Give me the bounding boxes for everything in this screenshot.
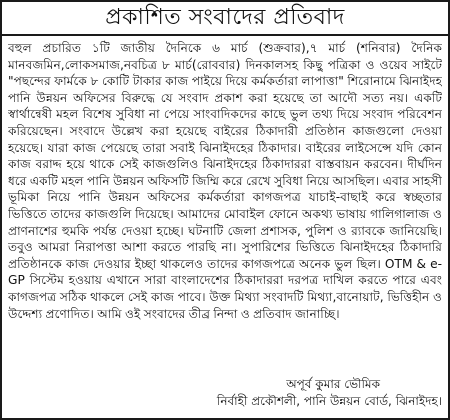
signature-title: নির্বাহী প্রকৌশলী, পানি উন্নয়ন বোর্ড, ঝিনাইদহ। <box>216 394 442 408</box>
title-bar <box>2 2 448 36</box>
signature-name: অপূর্ব কুমার ভৌমিক <box>286 377 380 391</box>
signature-block <box>112 376 442 410</box>
notice-title: প্রকাশিত সংবাদের প্রতিবাদ <box>105 4 345 30</box>
notice-body: বহুল প্রচারিত ১টি জাতীয় দৈনিকে ৬ মার্চ (শুক্রবার),৭ মার্চ (শনিবার) দৈনিক মানবজমিন,লোকসমাজ,নবচিত্র ৮ মার্চ(রোববার) দিনকালসহ কিছু পত্রিকা ও ওয়েব সাইটে "পছন্দের ফার্মকে ৮ কোটি টাকার কাজ পাইয়ে দিয়ে কর্মকর্তারা লাপাত্তা" শিরোনামে ঝিনাইদহ পানি উন্নয়ন অফিসের বিরুদ্ধে যে সংবাদ প্রকাশ করা হয়েছে তা আদৌ সত্য নয়। একটি স্বার্থান্বেষী মহল বিশেষ সুবিধা না পেয়ে সাংবাদিকদের কাছে ভুল তথ্য দিয়ে সংবাদ পরিবেশন করিয়েছেন। সংবাদে উল্লেখ করা হয়েছে বাইরের ঠিকাদারী প্রতিষ্ঠান কাজগুলো দেওয়া হয়েছে। যারা কাজ পেয়েছে তারা সবাই ঝিনাইদহের ঠিকাদার। বাইরের লাইসেন্সে যদি কোন কাজ বরাদ্দ হয়ে থাকে সেই কাজগুলিও ঝিনাইদহের ঠিকাদাররা বাস্তবায়ন করবেন। দীর্ঘদিন ধরে একটি মহল পানি উন্নয়ন অফিসটি জিম্মি করে রেখে সুবিধা নিয়ে আসছিল। এবার সাহসী ভূমিকা নিয়ে পানি উন্নয়ন অফিসের কর্মকর্তারা কাগজপত্র যাচাই-বাছাই করে স্বচ্ছতার ভিত্তিতে তাদের কাজগুলি দিয়েছে। আমাদের মোবাইল ফোনে অকথ্য ভাষায় গালিগালাজ ও প্রাণনাশের হুমকি পর্যন্ত দেওয়া হচ্ছে। ঘটনাটি জেলা প্রশাসক, পুলিশ ও র‌্যাবকে জানিয়েছি। তবুও আমরা নিরাপত্তা আশা করতে পারছি না। সুপারিশের ভিত্তিতে ঝিনাইদহের ঠিকাদারি প্রতিষ্ঠানকে কাজ দেওয়ার ইচ্ছা থাকলেও তাদের কাগজপত্রে অনেক ভুল ছিল। OTM & e-GP সিস্টেম হওয়ায় এখানে সারা বাংলাদেশের ঠিকাদাররা দরপত্র দাখিল করতে পারে এবং কাগজপত্র সঠিক থাকলে সেই কাজ পাবে। উক্ত মিথ্যা সংবাদটি মিথ্যা,বানোয়াট, ভিত্তিহীন ও উদ্দেশ্য প্রণোদিত। আমি ওই সংবাদের তীব্র নিন্দা ও প্রতিবাদ জানাচ্ছি। <box>8 41 442 321</box>
